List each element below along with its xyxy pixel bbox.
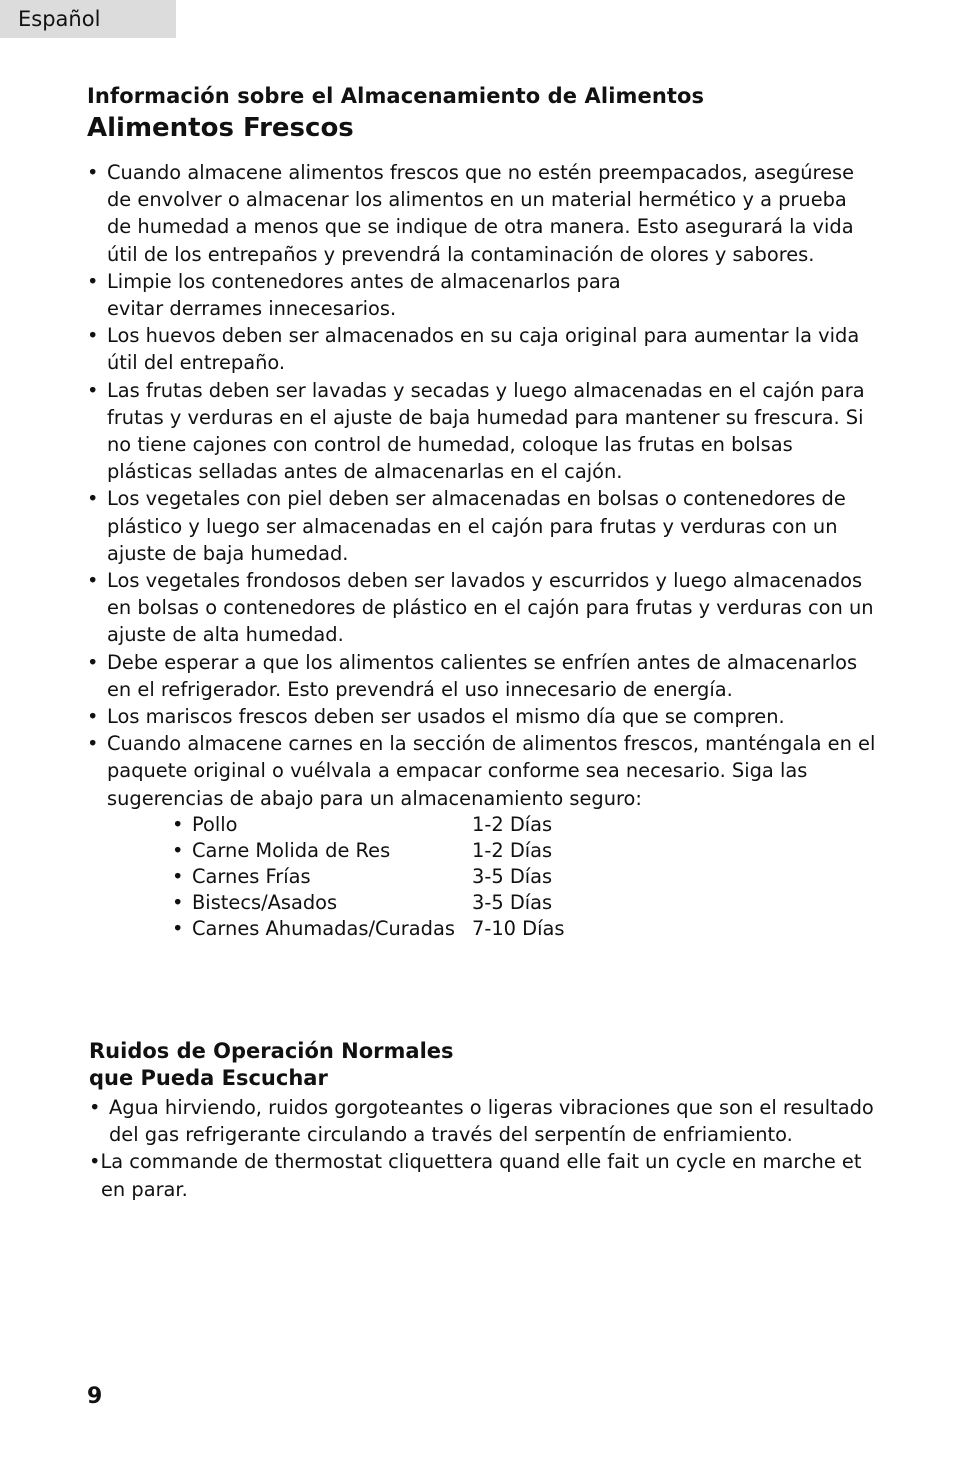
- bullet-text: La commande de thermostat cliquettera quand elle fait un cycle en marche et en parar.: [100, 1150, 862, 1201]
- noises-heading-line: que Pueda Escuchar: [89, 1066, 328, 1090]
- table-row: [172, 864, 592, 890]
- bullet-item: • Limpie los contenedores antes de almacenarlos para evitar derrames innecesarios.: [87, 268, 667, 322]
- table-row: [172, 916, 592, 942]
- bullet-item: • Cuando almacene alimentos frescos que no estén preempacados, asegúrese de envolver o almacenar los alimentos en un material hermético y a prueba de humedad a menos que se indique de otra manera. Esto asegurará la vida útil de los entrepaños y prevendrá la contaminación de olores y sabores.: [87, 159, 877, 268]
- storage-days: 3-5 Días: [472, 865, 553, 888]
- table-row: [172, 838, 592, 864]
- table-row: [172, 890, 592, 916]
- storage-days: 3-5 Días: [472, 891, 553, 914]
- meat-item: • Pollo: [172, 812, 472, 838]
- noises-bullet-list: [89, 1094, 879, 1203]
- meat-item: • Carnes Ahumadas/Curadas: [172, 916, 472, 942]
- bullet-item: • Los vegetales frondosos deben ser lavados y escurridos y luego almacenados en bolsas o contenedores de plástico en el cajón para frutas y verduras con un ajuste de alta humedad.: [87, 567, 877, 649]
- page-number: 9: [87, 1384, 103, 1409]
- bullet-item: • Los huevos deben ser almacenados en su caja original para aumentar la vida útil del entrepaño.: [87, 322, 877, 376]
- table-row: [172, 812, 592, 838]
- meat-item: • Carnes Frías: [172, 864, 472, 890]
- bullet-item: • Las frutas deben ser lavadas y secadas y luego almacenadas en el cajón para frutas y verduras en el ajuste de baja humedad para mantener su frescura. Si no tiene cajones con control de humedad, coloque las frutas en bolsas plásticas selladas antes de almacenarlas en el cajón.: [87, 377, 877, 486]
- bullet-item: • Cuando almacene carnes en la sección de alimentos frescos, manténgala en el paquete original o vuélvala a empacar conforme sea necesario. Siga las sugerencias de abajo para un almacenamiento seguro:: [87, 730, 877, 812]
- fresh-food-bullet-list: [87, 159, 877, 812]
- subsection-title: Alimentos Frescos: [87, 113, 354, 143]
- meat-storage-table: [172, 812, 592, 942]
- storage-days: 7-10 Días: [472, 917, 565, 940]
- noises-heading-line: Ruidos de Operación Normales: [89, 1039, 454, 1063]
- bullet-item: • Los vegetales con piel deben ser almacenadas en bolsas o contenedores de plástico y luego ser almacenadas en el cajón para frutas y verduras con un ajuste de baja humedad.: [87, 485, 877, 567]
- bullet-item: • Los mariscos frescos deben ser usados el mismo día que se compren.: [87, 703, 877, 730]
- meat-item: • Carne Molida de Res: [172, 838, 472, 864]
- noises-heading: [89, 1038, 454, 1092]
- language-tab: Español: [0, 0, 176, 38]
- bullet-item: [89, 1148, 879, 1202]
- bullet-item: • Debe esperar a que los alimentos calientes se enfríen antes de almacenarlos en el refrigerador. Esto prevendrá el uso innecesario de energía.: [87, 649, 877, 703]
- storage-days: 1-2 Días: [472, 813, 553, 836]
- storage-days: 1-2 Días: [472, 839, 553, 862]
- meat-item: • Bistecs/Asados: [172, 890, 472, 916]
- section-title: Información sobre el Almacenamiento de Alimentos: [87, 84, 705, 108]
- bullet-item: • Agua hirviendo, ruidos gorgoteantes o ligeras vibraciones que son el resultado del gas refrigerante circulando a través del serpentín de enfriamiento.: [89, 1094, 879, 1148]
